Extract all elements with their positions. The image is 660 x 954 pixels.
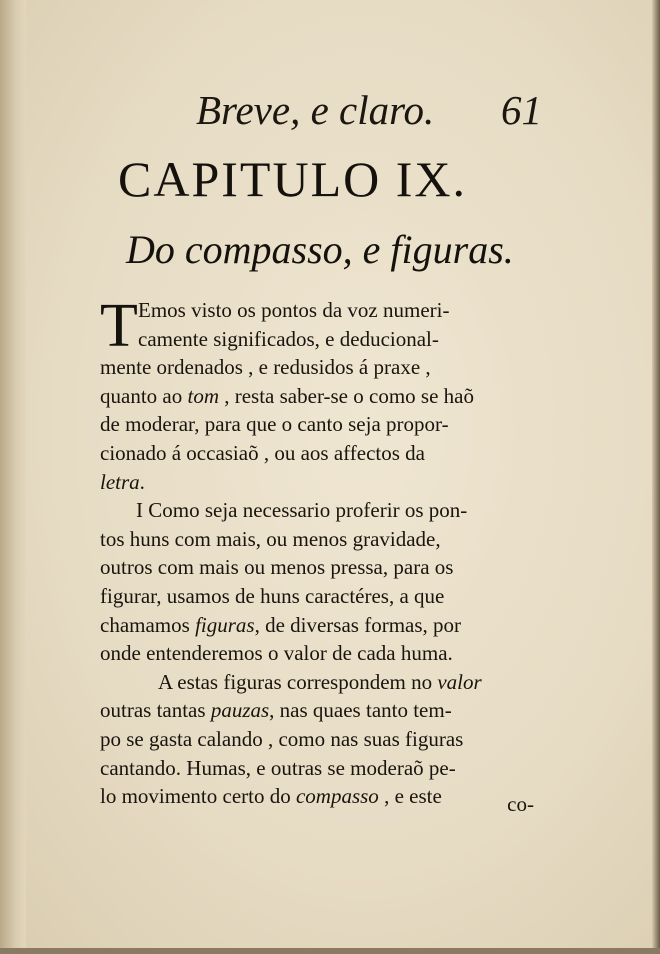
- page-header: [196, 86, 546, 134]
- text-line: po se gasta calando , como nas suas figuras: [100, 726, 464, 751]
- text-line: de moderar, para que o canto seja propor-: [100, 412, 449, 437]
- text-line: I Como seja necessario proferir os pon-: [136, 498, 468, 523]
- text-line: cionado á occasiaõ , ou aos affectos da: [100, 440, 425, 465]
- text-line: outros com mais ou menos pressa, para os: [100, 555, 454, 580]
- text-line: letra.: [100, 469, 145, 494]
- text-line: figurar, usamos de huns caractéres, a que: [100, 583, 445, 608]
- text-line: onde entenderemos o valor de cada huma.: [100, 641, 453, 666]
- text-line: mente ordenados , e redusidos á praxe ,: [100, 355, 431, 380]
- catchword: co-: [507, 792, 534, 816]
- text-line: chamamos figuras, de diversas formas, por: [100, 612, 462, 637]
- text-line: camente significados, e deducional-: [138, 326, 439, 351]
- page-gutter: [0, 0, 26, 954]
- text-line: outras tantas pauzas, nas quaes tanto tem-: [100, 698, 452, 723]
- chapter-subtitle: Do compasso, e figuras.: [126, 227, 514, 272]
- drop-cap: T: [100, 292, 138, 360]
- text-line: Emos visto os pontos da voz numeri-: [138, 298, 450, 322]
- page-edge: [652, 0, 660, 954]
- text-line: cantando. Humas, e outras se moderaõ pe-: [100, 755, 456, 780]
- text-line: tos huns com mais, ou menos gravidade,: [100, 526, 441, 551]
- page-number: 61: [501, 87, 542, 133]
- text-line: A estas figuras correspondem no valor: [158, 669, 482, 694]
- chapter-title: CAPITULO IX.: [118, 151, 467, 207]
- running-head: Breve, e claro.: [196, 87, 435, 133]
- body-text: [100, 292, 540, 811]
- page-bottom-edge: [0, 948, 660, 954]
- text-line: quanto ao tom , resta saber-se o como se haõ: [100, 383, 474, 408]
- text-line: lo movimento certo do compasso , e este: [100, 784, 442, 809]
